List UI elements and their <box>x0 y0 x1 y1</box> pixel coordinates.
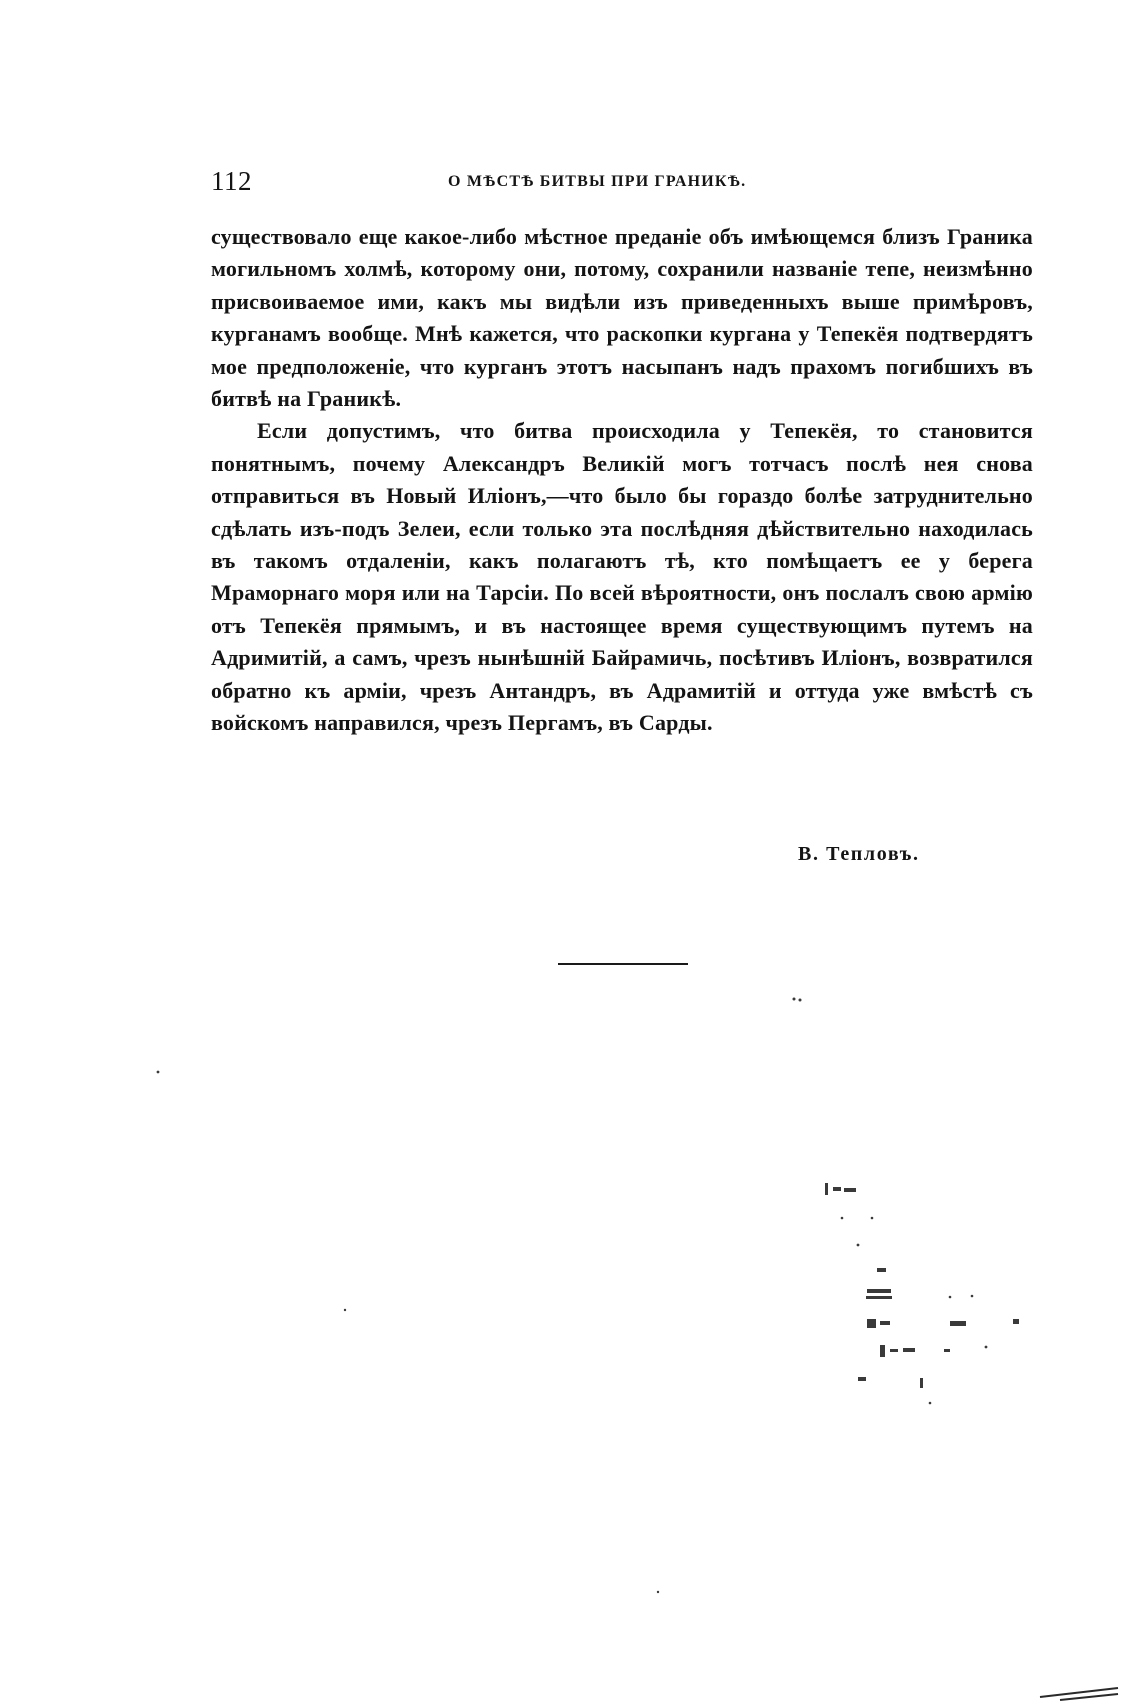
paragraph-2: Если допустимъ, что битва происходила у Тепекёя, то становится понятнымъ, почему Александръ Великій могъ тотчасъ послѣ нея снова отправиться въ Новый Иліонъ,—что было бы гораздо болѣе затруднительно сдѣлать изъ-подъ Зелеи, если только эта послѣдняя дѣйствительно находилась въ такомъ отдаленіи, какъ полагаютъ тѣ, кто помѣщаетъ ее у берега Мраморнаго моря или на Тарсіи. По всей вѣроятности, онъ послалъ свою армію отъ Тепекёя прямымъ, и въ настоящее время существующимъ путемъ на Адримитій, а самъ, чрезъ нынѣшній Байрамичь, посѣтивъ Иліонъ, возвратился обратно къ арміи, чрезъ Антандръ, въ Адрамитій и оттуда уже вмѣстѣ съ войскомъ направился, чрезъ Пергамъ, въ Сарды. <box>211 418 1033 736</box>
author-signature: В. Тепловъ. <box>798 843 920 865</box>
paragraph-1: существовало еще какое-либо мѣстное преданіе объ имѣющемся близъ Граника могильномъ холмѣ, которому они, потому, сохранили названіе тепе, неизмѣнно присвоиваемое ими, какъ мы видѣли изъ приведенныхъ выше примѣровъ, курганамъ вообще. Мнѣ кажется, что раскопки кургана у Тепекёя подтвердятъ мое предположеніе, что курганъ этотъ насыпанъ надъ прахомъ погибшихъ въ битвѣ на Граникѣ. <box>211 224 1033 412</box>
page-number: 112 <box>211 166 252 196</box>
running-title: О МѢСТѢ БИТВЫ ПРИ ГРАНИКѢ. <box>448 173 747 190</box>
